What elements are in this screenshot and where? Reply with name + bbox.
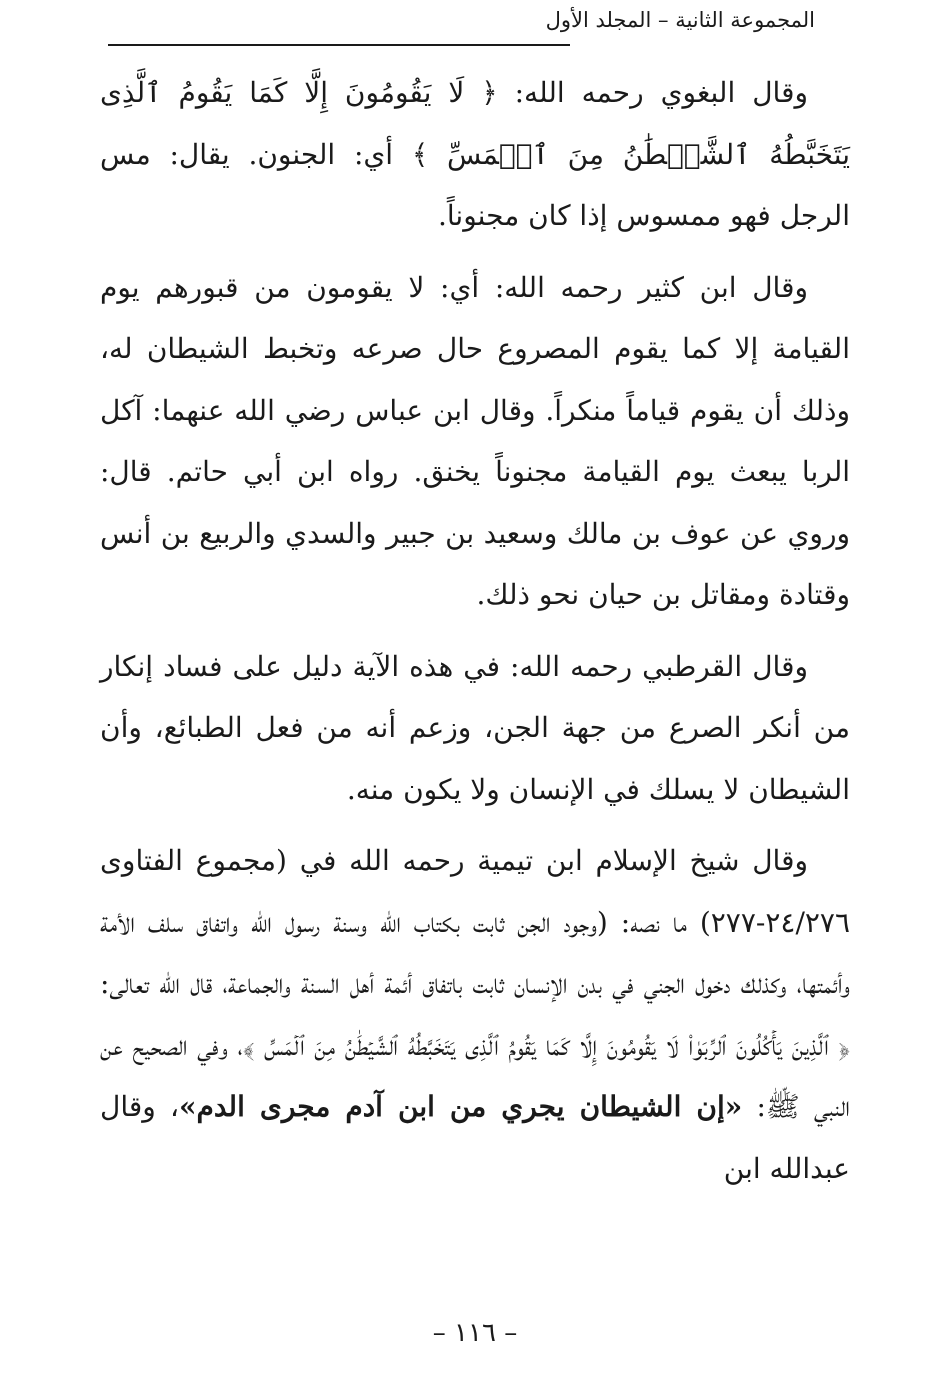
paragraph-baghawi <box>100 62 850 247</box>
header-rule <box>108 44 570 46</box>
quran-verse: ﴿ لَا يَقُومُونَ إِلَّا كَمَا يَقُومُ ٱلَّذِى يَتَخَبَّطُهُ ٱلشَّيۡطَٰنُ مِنَ ٱلۡمَسِّ ﴾ <box>100 76 850 171</box>
paragraph-text: ، وقال عبدالله ابن <box>100 1090 850 1185</box>
paragraph-text: وقال البغوي رحمه الله: <box>497 76 808 109</box>
paragraph-text: ، وفي الصحيح عن النبي ﷺ: <box>100 1028 850 1123</box>
running-header: المجموعة الثانية – المجلد الأول <box>545 8 815 32</box>
paragraph-qurtubi: وقال القرطبي رحمه الله: في هذه الآية دليل على فساد إنكار من أنكر الصرع من جهة الجن، وزعم أنه من فعل الطبائع، وأن الشيطان لا يسلك في الإنسان ولا يكون منه. <box>100 649 850 806</box>
page-number: – ١١٦ – <box>432 1318 518 1348</box>
quran-verse: ﴿ ٱلَّذِينَ يَأۡكُلُونَ ٱلرِّبَوٰاْ لَا يَقُومُونَ إِلَّا كَمَا يَقُومُ ٱلَّذِى يَتَخَبَّطُهُ ٱلشَّيۡطَٰنُ مِنَ ٱلۡمَسِّ ﴾ <box>242 1028 850 1062</box>
hadith-quote: «إن الشيطان يجري من ابن آدم مجرى الدم» <box>179 1090 743 1123</box>
body-text <box>100 62 850 1199</box>
paragraph-ibn-kathir: وقال ابن كثير رحمه الله: أي: لا يقومون من قبورهم يوم القيامة إلا كما يقوم المصروع حال صرعه وتخبط الشيطان له، وذلك أن يقوم قياماً منكراً. وقال ابن عباس رضي الله عنهما: آكل الربا يبعث يوم القيامة مجنوناً يخنق. رواه ابن أبي حاتم. قال: وروي عن عوف بن مالك وسعيد بن جبير والسدي والربيع بن أنس وقتادة ومقاتل بن حيان نحو ذلك. <box>100 270 850 611</box>
paragraph-text: أي: الجنون. يقال: مس الرجل فهو ممسوس إذا كان مجنوناً. <box>100 137 850 232</box>
paragraph-text: وقال شيخ الإسلام ابن تيمية رحمه الله في (مجموع الفتاوى ٢٤/٢٧٦-٢٧٧) ما نصه: (وجود الجن ثابت بكتاب الله وسنة رسول الله واتفاق سلف الأمة وأئمتها، وكذلك دخول الجني في بدن الإنسان ثابت باتفاق أئمة أهل السنة والجماعة، قال الله تعالى: <box>100 844 850 1000</box>
paragraph-ibn-taymiyyah <box>100 830 850 1199</box>
